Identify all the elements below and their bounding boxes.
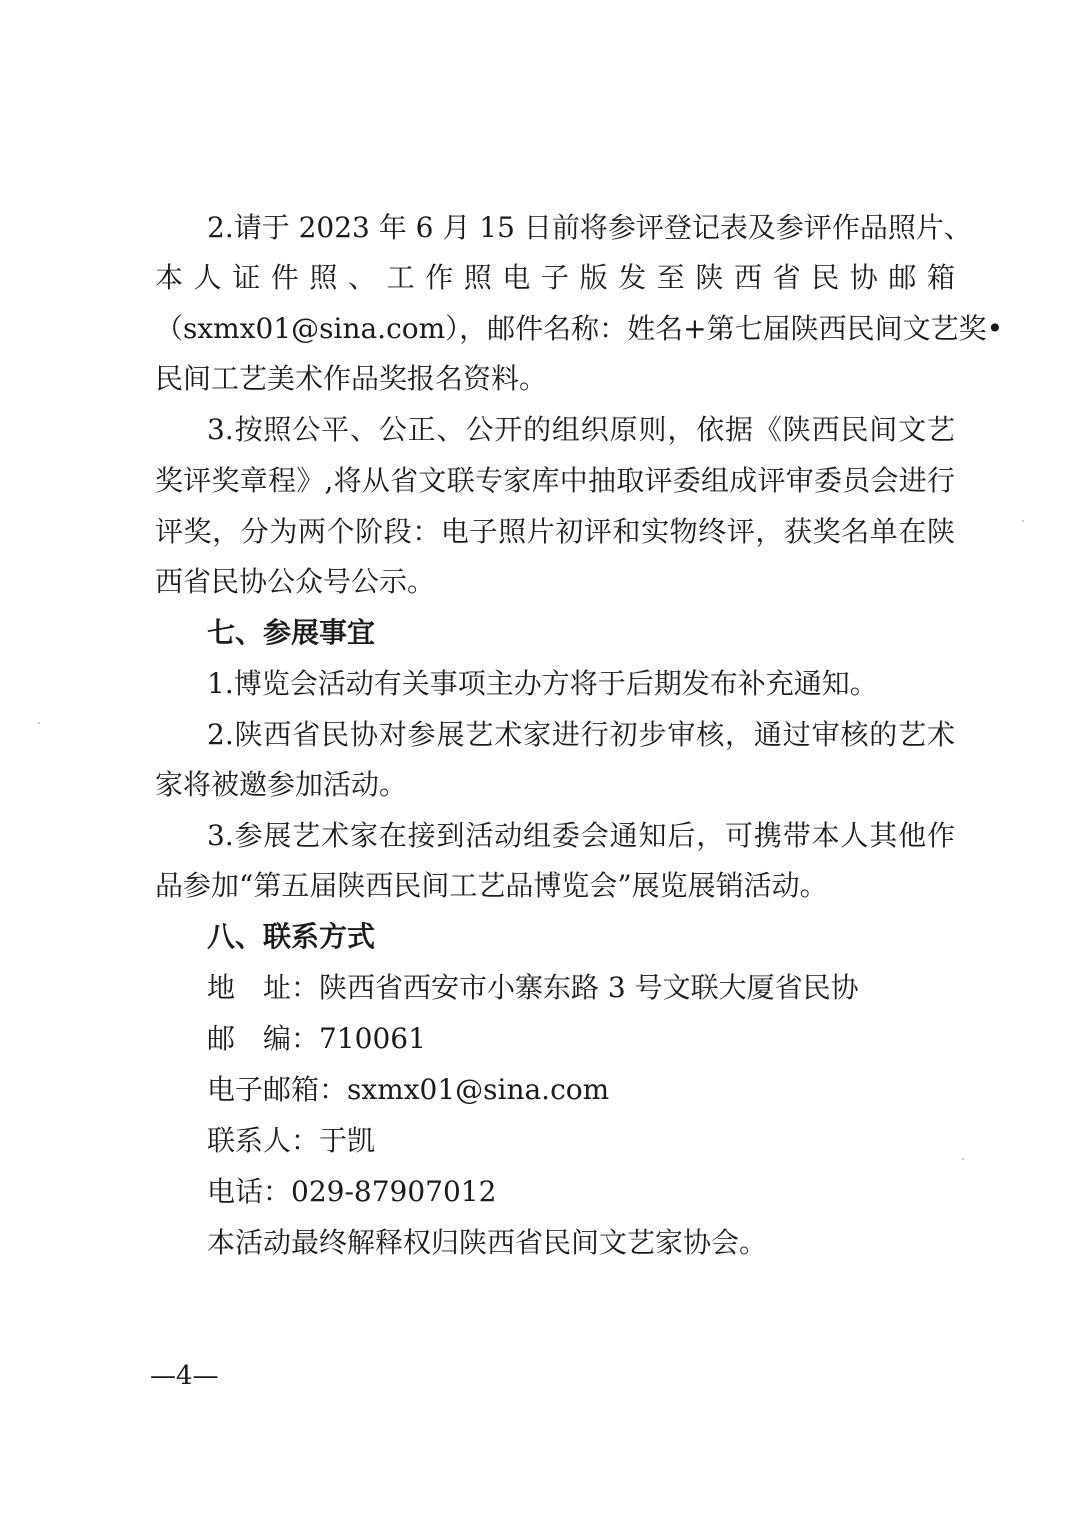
paragraph-line: 民间工艺美术作品奖报名资料。 (155, 362, 548, 395)
contact-person: 联系人：于凯 (207, 1124, 376, 1157)
scan-speck (1022, 520, 1024, 522)
paragraph-line: 2.陕西省民协对参展艺术家进行初步审核，通过审核的艺术 (207, 718, 955, 751)
paragraph-line: 1.博览会活动有关事项主办方将于后期发布补充通知。 (207, 667, 878, 700)
contact-email: 电子邮箱：sxmx01@sina.com (207, 1073, 610, 1106)
section-heading: 八、联系方式 (207, 920, 376, 953)
paragraph-line: 3.按照公平、公正、公开的组织原则，依据《陕西民间文艺 (207, 413, 955, 446)
section-heading: 七、参展事宜 (207, 616, 376, 649)
paragraph-line: 品参加“第五届陕西民间工艺品博览会”展览展销活动。 (155, 869, 828, 902)
paragraph-line: 家将被邀参加活动。 (155, 768, 408, 801)
scan-speck (38, 722, 40, 724)
paragraph-line: 奖评奖章程》,将从省文联专家库中抽取评委组成评审委员会进行 (155, 464, 955, 497)
paragraph-line: 评奖，分为两个阶段：电子照片初评和实物终评，获奖名单在陕 (155, 515, 955, 548)
contact-address: 地 址：陕西省西安市小寨东路 3 号文联大厦省民协 (207, 971, 859, 1004)
closing-statement: 本活动最终解释权归陕西省民间文艺家协会。 (207, 1226, 768, 1259)
paragraph-line: 2.请于 2023 年 6 月 15 日前将参评登记表及参评作品照片、 (207, 211, 972, 244)
page-number: —4— (150, 1361, 219, 1391)
contact-postcode: 邮 编：710061 (207, 1022, 426, 1055)
paragraph-line: 本人证件照、工作照电子版发至陕西省民协邮箱 (155, 261, 955, 294)
paragraph-line: （sxmx01@sina.com），邮件名称：姓名+第七届陕西民间文艺奖• (155, 312, 1004, 345)
paragraph-line: 3.参展艺术家在接到活动组委会通知后，可携带本人其他作 (207, 819, 955, 852)
scan-speck (962, 1158, 964, 1160)
paragraph-line: 西省民协公众号公示。 (155, 565, 436, 598)
contact-phone: 电话：029-87907012 (207, 1175, 497, 1208)
